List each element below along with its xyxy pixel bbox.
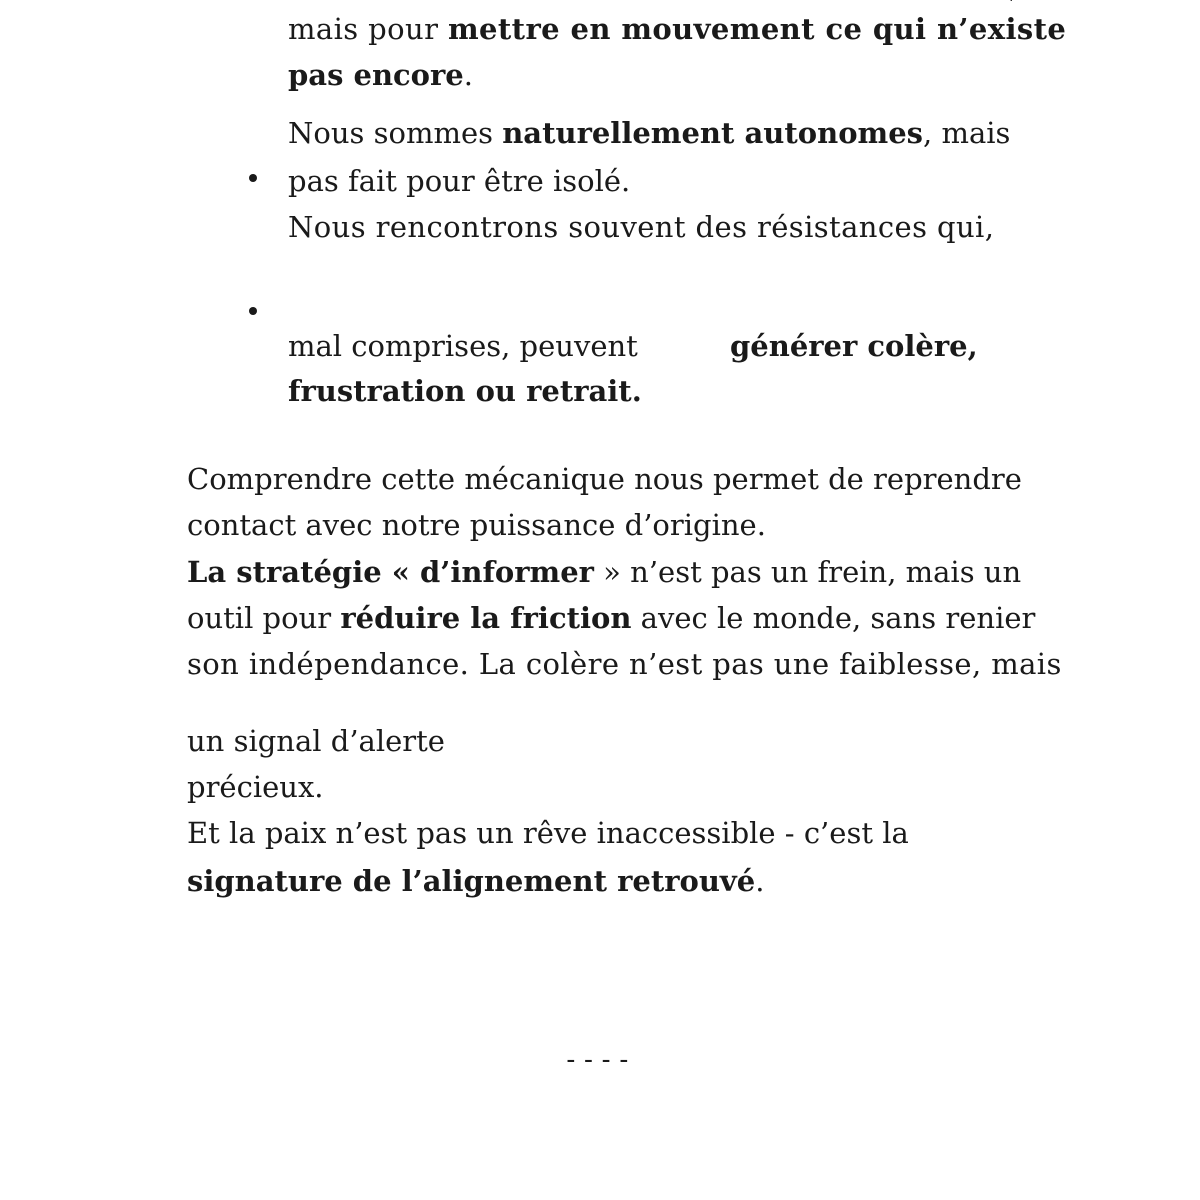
paragraph-3-line-2: précieux. [187,770,324,804]
paragraph-3-line-4: signature de l’alignement retrouvé. [187,864,765,898]
list-item-3-line-2: frustration ou retrait. [288,374,642,408]
bullet-icon [249,307,257,315]
list-item-1-bold-2: pas encore [288,58,464,92]
section-separator: ---- [563,1045,634,1075]
bullet-icon [249,174,257,182]
list-item-3-line-1: mal comprises, peuvent [288,329,638,363]
list-item-2-line-2: pas fait pour être isolé. [288,164,631,198]
list-item-3-bold: générer colère, [730,329,978,363]
list-item-1-line-2: pas encore. [288,58,473,92]
paragraph-2-line-3: son indépendance. La colère n’est pas une faiblesse, mais [187,647,1062,681]
paragraph-2-line-2: outil pour réduire la friction avec le monde, sans renier [187,601,1036,635]
list-item-2-bold: naturellement autonomes [502,116,924,150]
list-item-1-line-1: mais pour mettre en mouvement ce qui n’existe [288,12,1067,46]
paragraph-3-line-3: Et la paix n’est pas un rêve inaccessible - c’est la [187,816,909,850]
list-item-1-bold: mettre en mouvement ce qui n’existe [447,12,1067,46]
list-item-2-line-3: Nous rencontrons souvent des résistances qui, [288,210,995,244]
list-item-2-line-1: Nous sommes naturellement autonomes, mais [288,116,1011,150]
paragraph-3-line-1: un signal d’alerte [187,724,445,758]
paragraph-1-line-1: Comprendre cette mécanique nous permet de reprendre [187,462,1022,496]
paragraph-1-line-2: contact avec notre puissance d’origine. [187,508,766,542]
cut-off-top-line [250,0,1012,4]
paragraph-2-line-1: La stratégie « d’informer » n’est pas un frein, mais un [187,555,1022,589]
